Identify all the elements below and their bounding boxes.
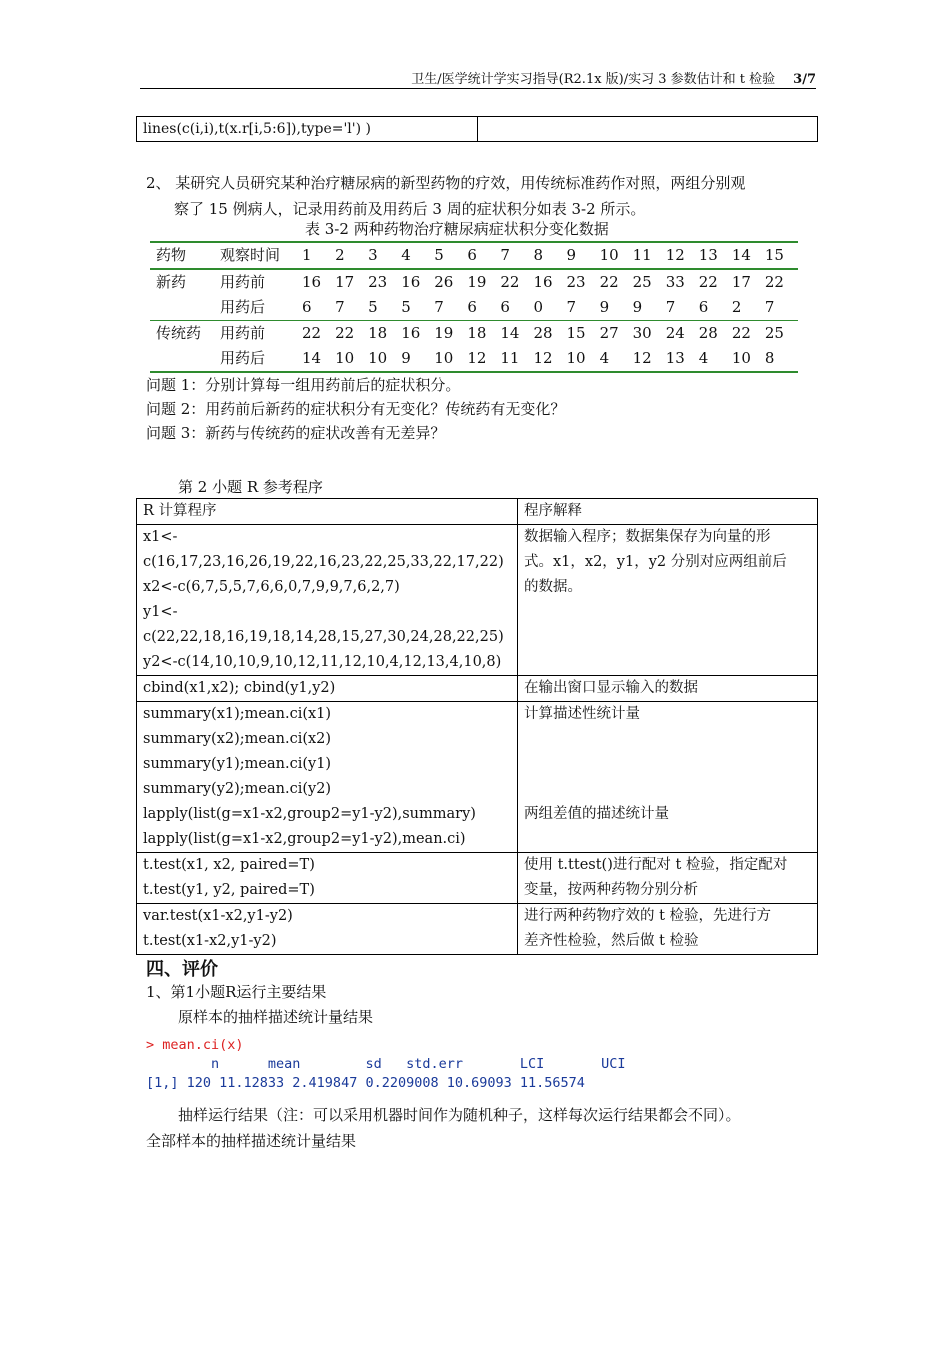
table-cell: 28 [699, 321, 732, 347]
table-cell: 23 [566, 273, 586, 291]
program-code [137, 676, 518, 702]
table-cell: 用药前 [220, 321, 302, 347]
after-line: 抽样运行结果（注：可以采用机器时间作为随机种子，这样每次运行结果都会不同）。 [178, 1106, 741, 1124]
header-cell: 8 [533, 242, 566, 269]
header-cell: 3 [368, 242, 401, 269]
note-line [524, 727, 811, 752]
note-line [524, 752, 811, 777]
question: 问题 1：分别计算每一组用药前后的症状积分。 [146, 376, 461, 394]
table-cell: 6 [467, 298, 477, 316]
code-line: summary(x1);mean.ci(x1) [143, 706, 332, 722]
program-code [137, 702, 518, 853]
table-caption: 表 3-2 两种药物治疗糖尿病症状积分变化数据 [305, 220, 609, 238]
program-code [137, 525, 518, 676]
note-line: 两组差值的描述统计量 [524, 806, 669, 822]
table-cell: 10 [368, 346, 401, 372]
program-header-code: R 计算程序 [137, 499, 518, 525]
table-cell: 15 [567, 321, 600, 347]
header-cell: 15 [765, 242, 798, 269]
problem-statement [146, 170, 816, 222]
page-header [140, 68, 816, 89]
table-row [150, 295, 798, 321]
table-cell: 12 [533, 346, 566, 372]
table-cell: 10 [567, 346, 600, 372]
table-cell: 19 [467, 273, 487, 291]
table-cell: 8 [765, 346, 798, 372]
note-line: 数据输入程序；数据集保存为向量的形 [524, 529, 771, 545]
eval-line: 1、第1小题R运行主要结果 [146, 983, 327, 1001]
table-cell: 传统药 [150, 321, 220, 347]
table-cell: 17 [731, 273, 751, 291]
table-cell: 用药后 [220, 298, 266, 316]
header-cell: 10 [600, 242, 633, 269]
table-cell: 4 [600, 346, 633, 372]
problem-line: 2、 某研究人员研究某种治疗糖尿病的新型药物的疗效，用传统标准药作对照，两组分别观 [146, 174, 746, 192]
header-title: 卫生/医学统计学实习指导(R2.1x 版)/实习 3 参数估计和 t 检验 [411, 72, 776, 87]
note-line: 进行两种药物疗效的 t 检验，先进行方 [524, 908, 772, 924]
table-cell: 30 [633, 321, 666, 347]
table-cell: 14 [302, 346, 335, 372]
table-cell: 22 [335, 321, 368, 347]
table-cell: 14 [500, 321, 533, 347]
table-cell: 7 [335, 298, 345, 316]
code-line: y2<-c(14,10,10,9,10,12,11,12,10,4,12,13,4,10,8) [143, 654, 502, 670]
header-cell: 12 [666, 242, 699, 269]
table-cell: 27 [600, 321, 633, 347]
program-note [518, 676, 818, 702]
table-cell: 19 [434, 321, 467, 347]
code-line: t.test(y1, y2, paired=T) [143, 882, 315, 898]
table-cell: 25 [765, 321, 798, 347]
table-cell: 33 [665, 273, 685, 291]
table-cell: 6 [500, 298, 510, 316]
code-line: x1<-c(16,17,23,16,26,19,22,16,23,22,25,33,22,17,22) [143, 529, 504, 570]
table-cell: 用药后 [220, 346, 302, 372]
questions [146, 373, 565, 445]
note-line [524, 777, 811, 802]
table-cell: 13 [666, 346, 699, 372]
table-cell: 0 [533, 298, 543, 316]
note-cell [478, 117, 818, 142]
program-row [137, 702, 818, 853]
table-cell: 10 [335, 346, 368, 372]
program-title: 第 2 小题 R 参考程序 [178, 478, 323, 496]
table-cell: 5 [368, 298, 378, 316]
code-line: summary(y2);mean.ci(y2) [143, 781, 332, 797]
header-cell: 7 [500, 242, 533, 269]
table-cell: 6 [302, 298, 312, 316]
console-row: [1,] 120 11.12833 2.419847 0.2209008 10.69093 11.56574 [146, 1075, 585, 1091]
table-cell: 7 [665, 298, 676, 316]
note-line: 变量，按两种药物分别分析 [524, 882, 698, 898]
header-cell: 9 [567, 242, 600, 269]
code-cell: lines(c(i,i),t(x.r[i,5:6]),type='l') ) [137, 117, 478, 142]
header-cell: 13 [699, 242, 732, 269]
table-cell: 5 [401, 298, 411, 316]
table-cell: 新药 [156, 273, 187, 291]
table-cell: 7 [434, 298, 444, 316]
program-row [137, 904, 818, 955]
header-cell: 药物 [150, 242, 220, 269]
r-program-table [136, 498, 818, 955]
note-line: 在输出窗口显示输入的数据 [524, 680, 698, 696]
after-line: 全部样本的抽样描述统计量结果 [146, 1132, 357, 1150]
program-code [137, 904, 518, 955]
table-cell: 18 [368, 321, 401, 347]
table-cell: 22 [698, 273, 718, 291]
table-cell: 2 [731, 298, 742, 316]
header-cell: 11 [633, 242, 666, 269]
table-cell: 16 [302, 273, 322, 291]
program-row [137, 676, 818, 702]
code-line: t.test(x1-x2,y1-y2) [143, 933, 277, 949]
program-note [518, 853, 818, 904]
console-command: > mean.ci(x) [146, 1037, 244, 1053]
table-cell: 24 [666, 321, 699, 347]
program-row [137, 853, 818, 904]
section-title: 四、评价 [146, 959, 218, 980]
header-cell: 14 [732, 242, 765, 269]
table-cell: 12 [467, 346, 500, 372]
program-header-note: 程序解释 [518, 499, 818, 525]
table-cell: 12 [633, 346, 666, 372]
code-line: lapply(list(g=x1-x2,group2=y1-y2),summary) [143, 806, 476, 822]
header-cell: 1 [302, 242, 335, 269]
table-cell [150, 295, 220, 321]
table-cell: 9 [632, 298, 643, 316]
header-cell: 2 [335, 242, 368, 269]
table-cell: 28 [533, 321, 566, 347]
program-note [518, 702, 818, 853]
code-line: summary(y1);mean.ci(y1) [143, 756, 332, 772]
program-note [518, 525, 818, 676]
question: 问题 2：用药前后新药的症状积分有无变化？传统药有无变化？ [146, 400, 566, 418]
table-cell: 16 [401, 273, 421, 291]
note-line: 计算描述性统计量 [524, 706, 640, 722]
note-line: 式。x1，x2，y1，y2 分别对应两组前后 [524, 554, 787, 570]
console-header: n mean sd std.err LCI UCI [146, 1056, 626, 1072]
table-header-row [150, 242, 798, 269]
program-note [518, 904, 818, 955]
table-cell: 17 [335, 273, 355, 291]
table-cell: 4 [699, 346, 732, 372]
note-line: 的数据。 [524, 579, 582, 595]
table-cell: 22 [764, 273, 784, 291]
code-line: y1<-c(22,22,18,16,19,18,14,28,15,27,30,24,28,22,25) [143, 604, 504, 645]
r-console-output [146, 1036, 626, 1093]
header-cell: 6 [467, 242, 500, 269]
code-line: lapply(list(g=x1-x2,group2=y1-y2),mean.ci) [143, 831, 466, 847]
header-cell: 观察时间 [220, 242, 302, 269]
continued-code-table [136, 116, 818, 142]
code-line: x2<-c(6,7,5,5,7,6,6,0,7,9,9,7,6,2,7) [143, 579, 400, 595]
table-row [150, 346, 798, 372]
symptom-score-table [150, 241, 798, 373]
table-cell: 9 [401, 346, 434, 372]
note-line: 差齐性检验，然后做 t 检验 [524, 933, 699, 949]
after-text [146, 1102, 816, 1154]
table-cell: 10 [732, 346, 765, 372]
header-cell: 4 [401, 242, 434, 269]
code-line: var.test(x1-x2,y1-y2) [143, 908, 293, 924]
table-cell: 22 [599, 273, 619, 291]
code-line: t.test(x1, x2, paired=T) [143, 857, 315, 873]
program-row [137, 525, 818, 676]
table-cell: 18 [467, 321, 500, 347]
note-line: 使用 t.ttest()进行配对 t 检验，指定配对 [524, 857, 788, 873]
question: 问题 3：新药与传统药的症状改善有无差异？ [146, 424, 446, 442]
problem-line: 察了 15 例病人，记录用药前及用药后 3 周的症状积分如表 3-2 所示。 [174, 200, 646, 218]
table-cell: 23 [368, 273, 388, 291]
table-cell: 22 [732, 321, 765, 347]
eval-line: 原样本的抽样描述统计量结果 [178, 1008, 374, 1026]
table-cell: 26 [434, 273, 454, 291]
table-cell: 用药前 [220, 273, 266, 291]
code-line: summary(x2);mean.ci(x2) [143, 731, 332, 747]
table-cell: 22 [302, 321, 335, 347]
table-cell [150, 346, 220, 372]
table-row [150, 269, 798, 295]
table-cell: 7 [566, 298, 577, 316]
table-row [150, 321, 798, 347]
program-code [137, 853, 518, 904]
table-cell: 9 [599, 298, 610, 316]
table-cell: 7 [764, 298, 775, 316]
table-cell: 22 [500, 273, 520, 291]
table-cell: 11 [500, 346, 533, 372]
program-header-row [137, 499, 818, 525]
table-cell: 10 [434, 346, 467, 372]
code-line: cbind(x1,x2); cbind(y1,y2) [143, 680, 336, 696]
header-cell: 5 [434, 242, 467, 269]
table-cell: 6 [698, 298, 709, 316]
table-cell: 16 [401, 321, 434, 347]
table-cell: 16 [533, 273, 553, 291]
evaluation-text [146, 980, 373, 1030]
page-number: 3/7 [793, 72, 816, 87]
table-cell: 25 [632, 273, 652, 291]
